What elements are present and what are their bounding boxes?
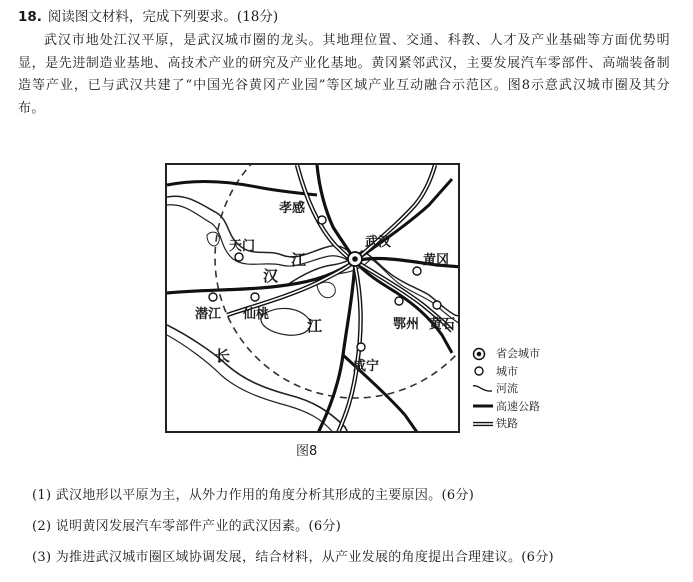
highway-2 [317,165,355,433]
legend-city [472,363,582,381]
label-ezhou: 鄂州 [393,317,420,332]
city-icon [472,364,494,378]
railway-icon [472,417,494,431]
city-marker-tianmen [235,253,243,261]
city-marker-xiaogan [318,216,326,224]
lake-3 [317,282,335,297]
city-marker-qianjiang [209,293,217,301]
label-qianjiang: 潜江 [195,307,222,322]
label-xiantao: 仙桃 [243,307,270,322]
legend-railway [472,415,582,433]
question-header [18,6,278,28]
label-huanggang: 黄冈 [423,253,450,268]
legend-city-label: 城市 [496,364,518,378]
legend-highway-label: 高速公路 [496,399,540,413]
legend-highway [472,398,582,416]
city-marker-huanggang [413,267,421,275]
label-tianmen: 天门 [229,239,256,254]
city-circle [215,165,460,398]
yangtze-river-right [167,335,335,433]
highway-4 [167,181,317,195]
question-title: 阅读图文材料，完成下列要求。(18分) [47,9,279,25]
figure-caption: 图8 [296,444,318,459]
label-chang-char: 长 [215,347,231,365]
capital-city-icon [472,347,494,361]
label-huangshi: 黄石 [429,317,456,332]
legend-river-label: 河流 [496,382,518,395]
material-paragraph: 武汉市地处江汉平原，是武汉城市圈的龙头。其地理位置、交通、科教、人才及产业基础等方面优势明显，是先进制造业基地、高技术产业的研究及产业化基地。黄冈紧邻武汉，主要发展汽车零部件、高端装备制造等产业，已与武汉共建了“中国光谷黄冈产业园”等区域产业互动融合示范区。图8示意武汉城市圈及其分布。 [18,33,670,116]
city-marker-ezhou [395,297,403,305]
sub-question-2: (2) 说明黄冈发展汽车零部件产业的武汉因素。(6分) [32,519,342,534]
label-xiaogan: 孝感 [279,201,306,216]
yangtze-river-left [167,325,349,433]
legend-railway-label: 铁路 [496,417,518,430]
city-marker-huangshi [433,301,441,309]
map-figure [165,163,465,438]
capital-marker-wuhan-dot [352,256,358,262]
sub-question-1: (1) 武汉地形以平原为主，从外力作用的角度分析其形成的主要原因。(6分) [32,488,475,503]
map-drawing [167,165,460,433]
river-icon [472,382,494,396]
label-jiang-char-1: 江 [291,251,307,269]
han-river [167,196,355,257]
map-legend [472,345,582,433]
label-han-char: 汉 [263,267,279,285]
city-marker-xianning [357,343,365,351]
legend-capital-label: 省会城市 [496,347,540,360]
label-jiang-char-2: 江 [307,317,323,335]
highway-icon [472,399,494,413]
map-frame [165,163,460,433]
label-wuhan: 武汉 [365,235,392,250]
sub-question-3: (3) 为推进武汉城市圈区域协调发展，结合材料，从产业发展的角度提出合理建议。(6分) [32,550,554,565]
city-marker-xiantao [251,293,259,301]
lake-1 [207,232,219,246]
legend-capital [472,345,582,363]
legend-river [472,380,582,398]
question-number: 18. [18,9,42,25]
label-xianning: 咸宁 [353,359,380,374]
